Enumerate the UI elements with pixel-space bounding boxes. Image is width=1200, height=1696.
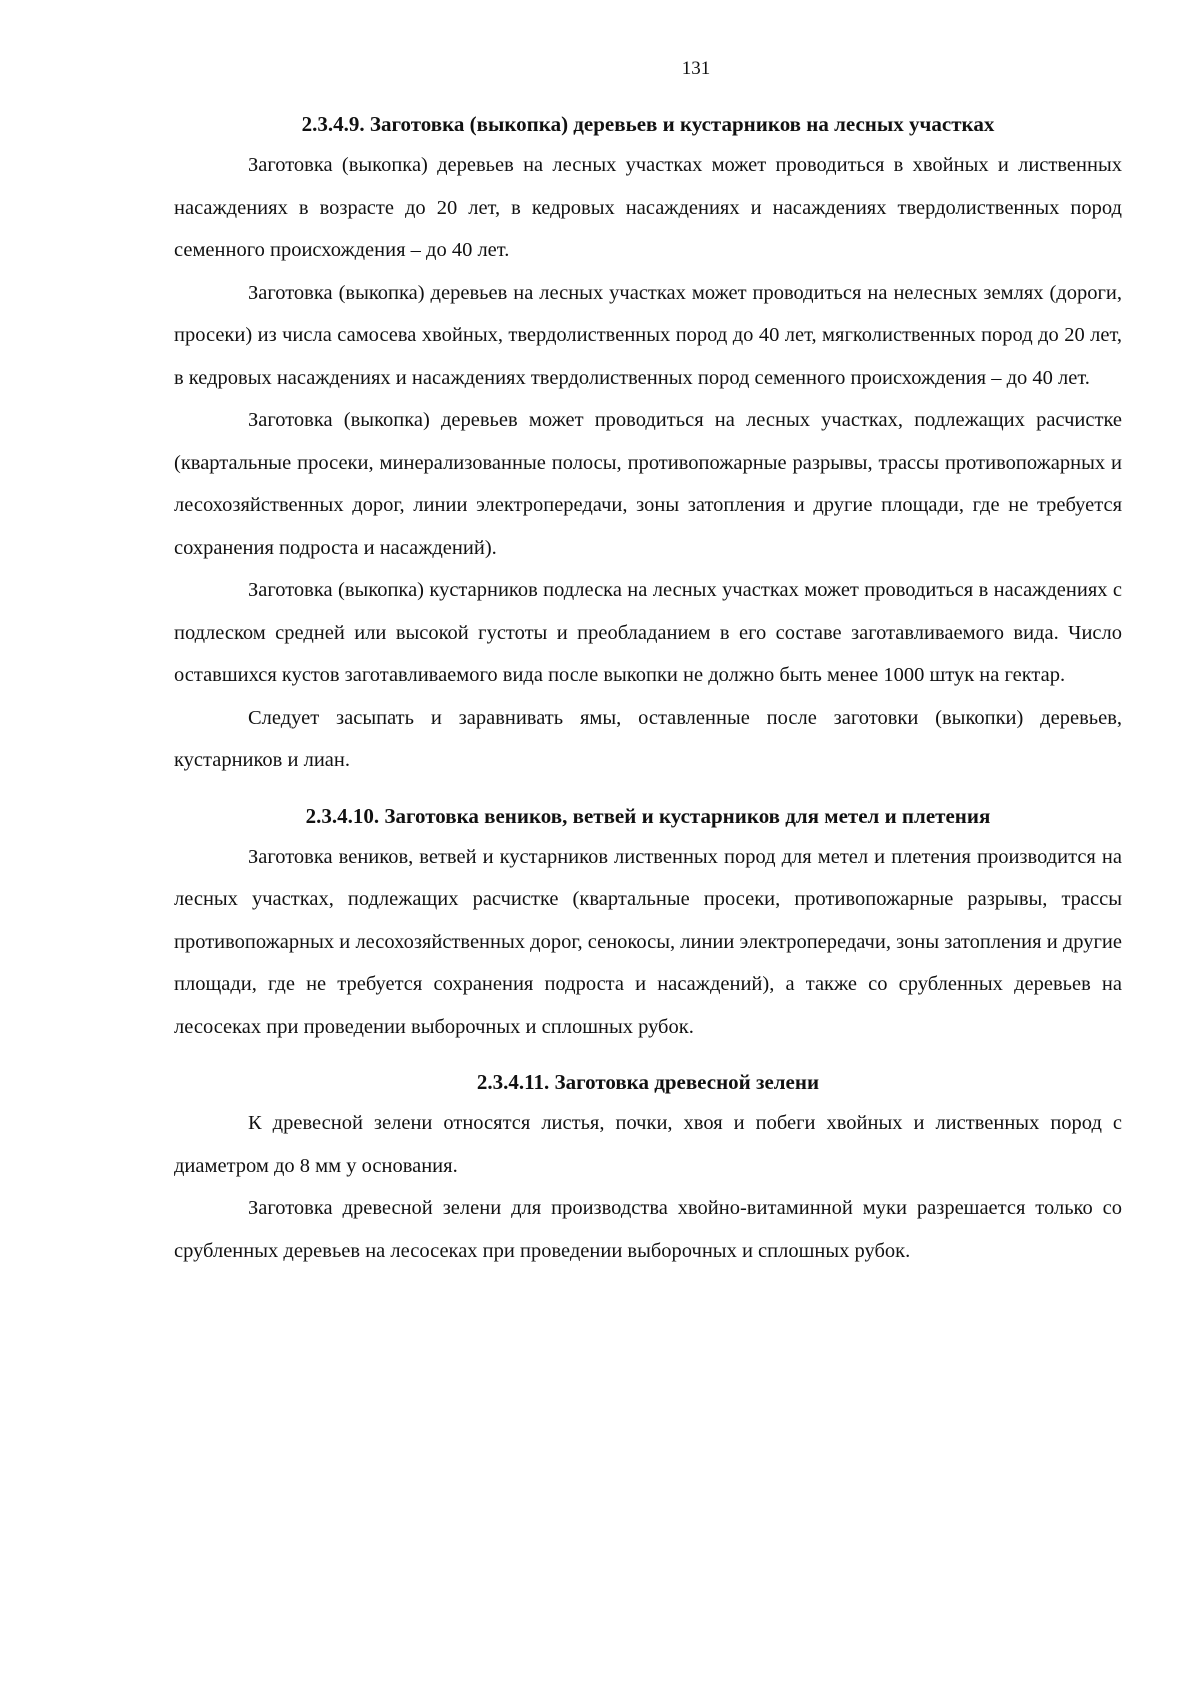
paragraph: Заготовка древесной зелени для производства хвойно-витаминной муки разрешается только со срубленных деревьев на лесосеках при проведении выборочных и сплошных рубок. (174, 1197, 1122, 1262)
paragraph: Заготовка (выкопка) деревьев на лесных участках может проводиться в хвойных и лиственных насаждениях в возрасте до 20 лет, в кедровых насаждениях и насаждениях твердолиственных пород семенного происхождения – до 40 лет. (174, 154, 1122, 261)
section-2-3-4-11 (174, 1068, 1122, 1272)
section-2-3-4-9 (174, 110, 1122, 782)
section-2-3-4-10 (174, 802, 1122, 1049)
section-heading: 2.3.4.10. Заготовка веников, ветвей и кустарников для метел и плетения (305, 803, 991, 828)
section-heading: 2.3.4.11. Заготовка древесной зелени (476, 1070, 820, 1094)
page-number: 131 (681, 58, 711, 79)
paragraph: Заготовка (выкопка) деревьев может проводиться на лесных участках, подлежащих расчистке (квартальные просеки, минерализованные полосы, противопожарные разрывы, трассы противопожарных и лесохозяйственных дорог, линии электропередачи, зоны затопления и другие площади, где не требуется сохранения подроста и насаждений). (174, 409, 1122, 559)
paragraph: Заготовка (выкопка) деревьев на лесных участках может проводиться на нелесных землях (дороги, просеки) из числа самосева хвойных, твердолиственных пород до 40 лет, мягколиственных пород до 20 лет, в кедровых насаждениях и насаждениях твердолиственных пород семенного происхождения – до 40 лет. (174, 281, 1122, 389)
section-heading: 2.3.4.9. Заготовка (выкопка) деревьев и кустарников на лесных участках (301, 112, 995, 136)
paragraph: К древесной зелени относятся листья, почки, хвоя и побеги хвойных и лиственных пород с диаметром до 8 мм у основания. (174, 1112, 1122, 1177)
paragraph: Заготовка веников, ветвей и кустарников лиственных пород для метел и плетения производится на лесных участках, подлежащих расчистке (квартальные просеки, противопожарные разрывы, трассы противопожарных и лесохозяйственных дорог, сенокосы, линии электропередачи, зоны затопления и другие площади, где не требуется сохранения подроста и насаждений), а также со срубленных деревьев на лесосеках при проведении выборочных и сплошных рубок. (174, 845, 1122, 1038)
paragraph: Следует засыпать и заравнивать ямы, оставленные после заготовки (выкопки) деревьев, кустарников и лиан. (174, 706, 1122, 771)
paragraph: Заготовка (выкопка) кустарников подлеска на лесных участках может проводиться в насаждениях с подлеском средней или высокой густоты и преобладанием в его составе заготавливаемого вида. Число оставшихся кустов заготавливаемого вида после выкопки не должно быть менее 1000 штук на гектар. (174, 579, 1122, 686)
